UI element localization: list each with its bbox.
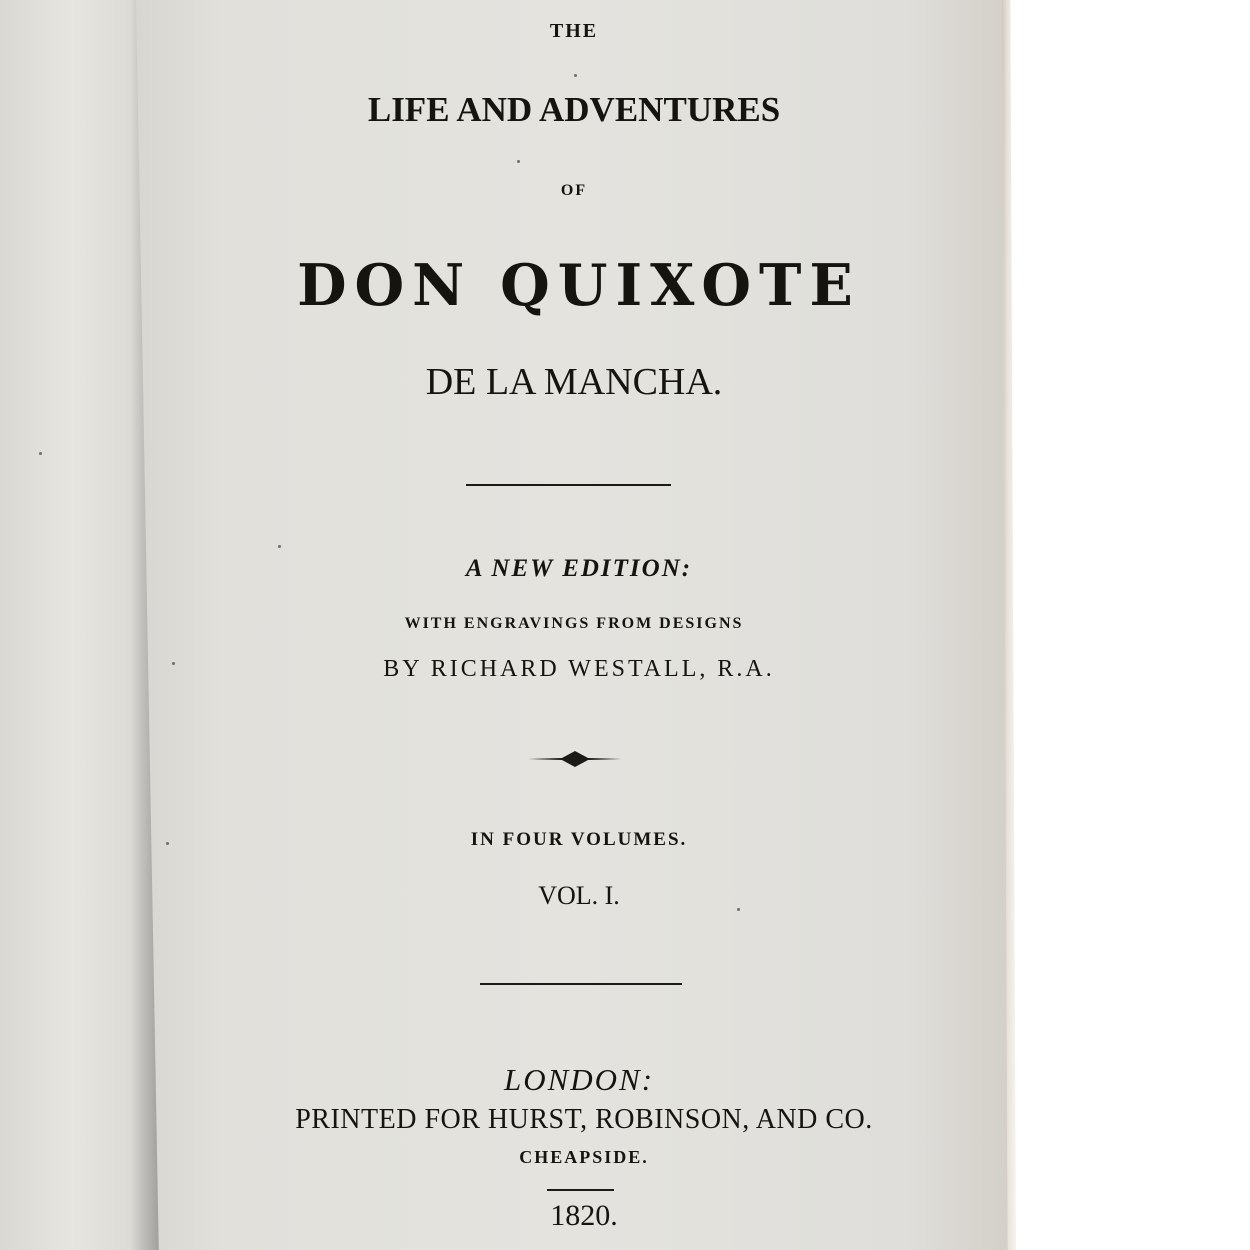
diamond-ornament-icon [528,748,622,770]
engravings-line: WITH ENGRAVINGS FROM DESIGNS [404,615,744,632]
imprint-street: CHEAPSIDE. [519,1147,649,1167]
imprint-place: LONDON: [503,1062,655,1097]
short-rule [547,1189,614,1191]
imprint-year: 1820. [550,1199,618,1232]
volume-number: VOL. I. [538,881,620,910]
volumes-line: IN FOUR VOLUMES. [470,829,688,850]
paper-speck [39,452,42,455]
imprint-printer: PRINTED FOR HURST, ROBINSON, AND CO. [295,1104,873,1135]
divider-rule [480,983,682,985]
illustrator-line: BY RICHARD WESTALL, R.A. [383,656,775,682]
divider-rule [466,484,671,486]
paper-speck [517,160,520,163]
subtitle: DE LA MANCHA. [425,361,723,403]
title-line-life-and-adventures: LIFE AND ADVENTURES [367,90,781,129]
paper-speck [278,545,281,548]
main-title: DON QUIXOTE [297,252,861,319]
title-article: THE [549,20,599,42]
edition-line: A NEW EDITION: [465,555,693,582]
paper-speck [574,74,577,77]
title-line-of: OF [560,182,588,199]
